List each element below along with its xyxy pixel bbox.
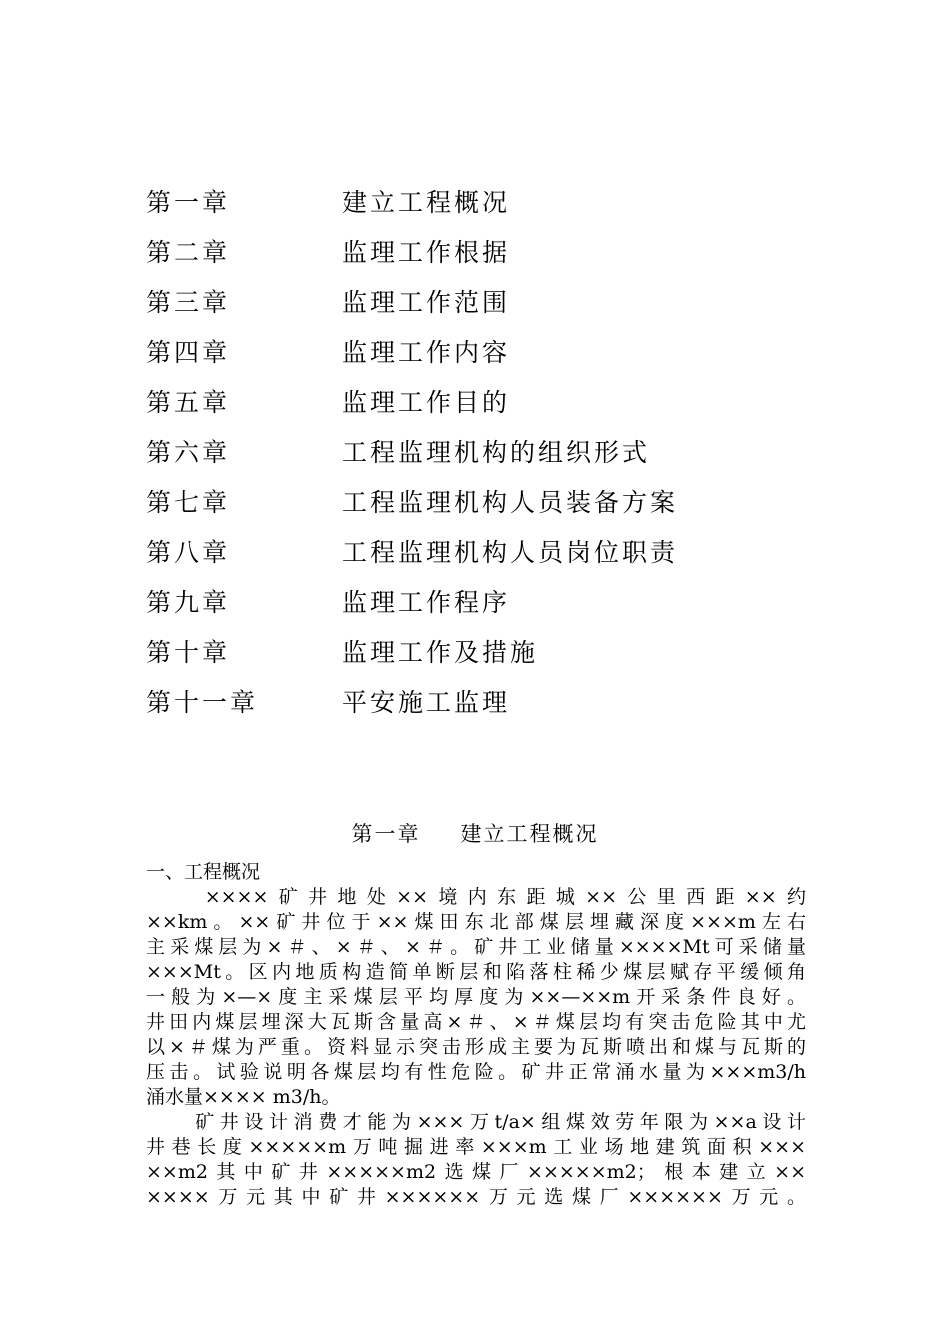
toc-chapter-number: 第十一章 xyxy=(146,688,259,717)
table-of-contents xyxy=(146,176,846,726)
toc-chapter-number: 第二章 xyxy=(146,238,231,267)
toc-entry-6[interactable] xyxy=(146,426,846,476)
toc-entry-3[interactable] xyxy=(146,276,846,326)
paragraph-line: ××××矿井地处××境内东距城××公里西距××约 xyxy=(146,886,806,908)
toc-chapter-title: 工程监理机构人员岗位职责 xyxy=(342,538,679,567)
toc-chapter-number: 第十章 xyxy=(146,638,231,667)
paragraph-line: 井田内煤层埋深大瓦斯含量高×＃、×＃煤层均有突击危险其中尤 xyxy=(146,1011,806,1033)
paragraph-line: 矿井设计消费才能为×××万t/a×组煤效劳年限为××a设计 xyxy=(146,1111,806,1133)
toc-chapter-number: 第七章 xyxy=(146,488,231,517)
paragraph-line: ×××Mt。区内地质构造简单断层和陷落柱稀少煤层赋存平缓倾角 xyxy=(146,961,806,983)
paragraph-line: 主采煤层为×＃、×＃、×＃。矿井工业储量××××Mt可采储量 xyxy=(146,936,806,958)
paragraph-line: 井巷长度×××××m万吨掘进率×××m工业场地建筑面积××× xyxy=(146,1136,806,1158)
toc-entry-10[interactable] xyxy=(146,626,846,676)
toc-entry-2[interactable] xyxy=(146,226,846,276)
chapter-heading xyxy=(0,818,950,848)
toc-chapter-title: 工程监理机构的组织形式 xyxy=(342,438,651,467)
toc-chapter-title: 监理工作及措施 xyxy=(342,638,539,667)
paragraph-line: ××m2其中矿井×××××m2选煤厂×××××m2；根本建立×× xyxy=(146,1161,806,1183)
toc-chapter-title: 监理工作目的 xyxy=(342,388,511,417)
toc-entry-5[interactable] xyxy=(146,376,846,426)
toc-entry-8[interactable] xyxy=(146,526,846,576)
paragraph-line: ××××万元其中矿井××××××万元选煤厂××××××万元。 xyxy=(146,1186,806,1208)
toc-entry-11[interactable] xyxy=(146,676,846,726)
toc-entry-7[interactable] xyxy=(146,476,846,526)
toc-chapter-number: 第一章 xyxy=(146,188,231,217)
paragraph-line: 以×＃煤为严重。资料显示突击形成主要为瓦斯喷出和煤与瓦斯的 xyxy=(146,1036,806,1058)
toc-chapter-title: 监理工作根据 xyxy=(342,238,511,267)
paragraph-line: 涌水量×××× m3/h。 xyxy=(146,1086,341,1108)
chapter-number: 第一章 xyxy=(351,822,421,846)
chapter-body xyxy=(146,860,806,1210)
toc-entry-4[interactable] xyxy=(146,326,846,376)
toc-chapter-title: 工程监理机构人员装备方案 xyxy=(342,488,679,517)
toc-entry-1[interactable] xyxy=(146,176,846,226)
toc-chapter-title: 平安施工监理 xyxy=(342,688,511,717)
section-heading: 一、工程概况 xyxy=(146,861,261,883)
chapter-title: 建立工程概况 xyxy=(460,822,599,846)
toc-chapter-number: 第六章 xyxy=(146,438,231,467)
toc-chapter-number: 第五章 xyxy=(146,388,231,417)
toc-entry-9[interactable] xyxy=(146,576,846,626)
toc-chapter-title: 监理工作内容 xyxy=(342,338,511,367)
toc-chapter-title: 建立工程概况 xyxy=(342,188,511,217)
paragraph-line: ××km。××矿井位于××煤田东北部煤层埋藏深度×××m左右 xyxy=(146,911,806,933)
toc-chapter-number: 第八章 xyxy=(146,538,231,567)
toc-chapter-title: 监理工作范围 xyxy=(342,288,511,317)
toc-chapter-number: 第四章 xyxy=(146,338,231,367)
paragraph-mine-design xyxy=(146,1110,806,1210)
toc-chapter-title: 监理工作程序 xyxy=(342,588,511,617)
toc-chapter-number: 第九章 xyxy=(146,588,231,617)
paragraph-project-overview xyxy=(146,885,806,1110)
toc-chapter-number: 第三章 xyxy=(146,288,231,317)
paragraph-line: 压击。试验说明各煤层均有性危险。矿井正常涌水量为×××m3/h xyxy=(146,1061,806,1083)
paragraph-line: 一般为×—×度主采煤层平均厚度为××—××m开采条件良好。 xyxy=(146,986,806,1008)
